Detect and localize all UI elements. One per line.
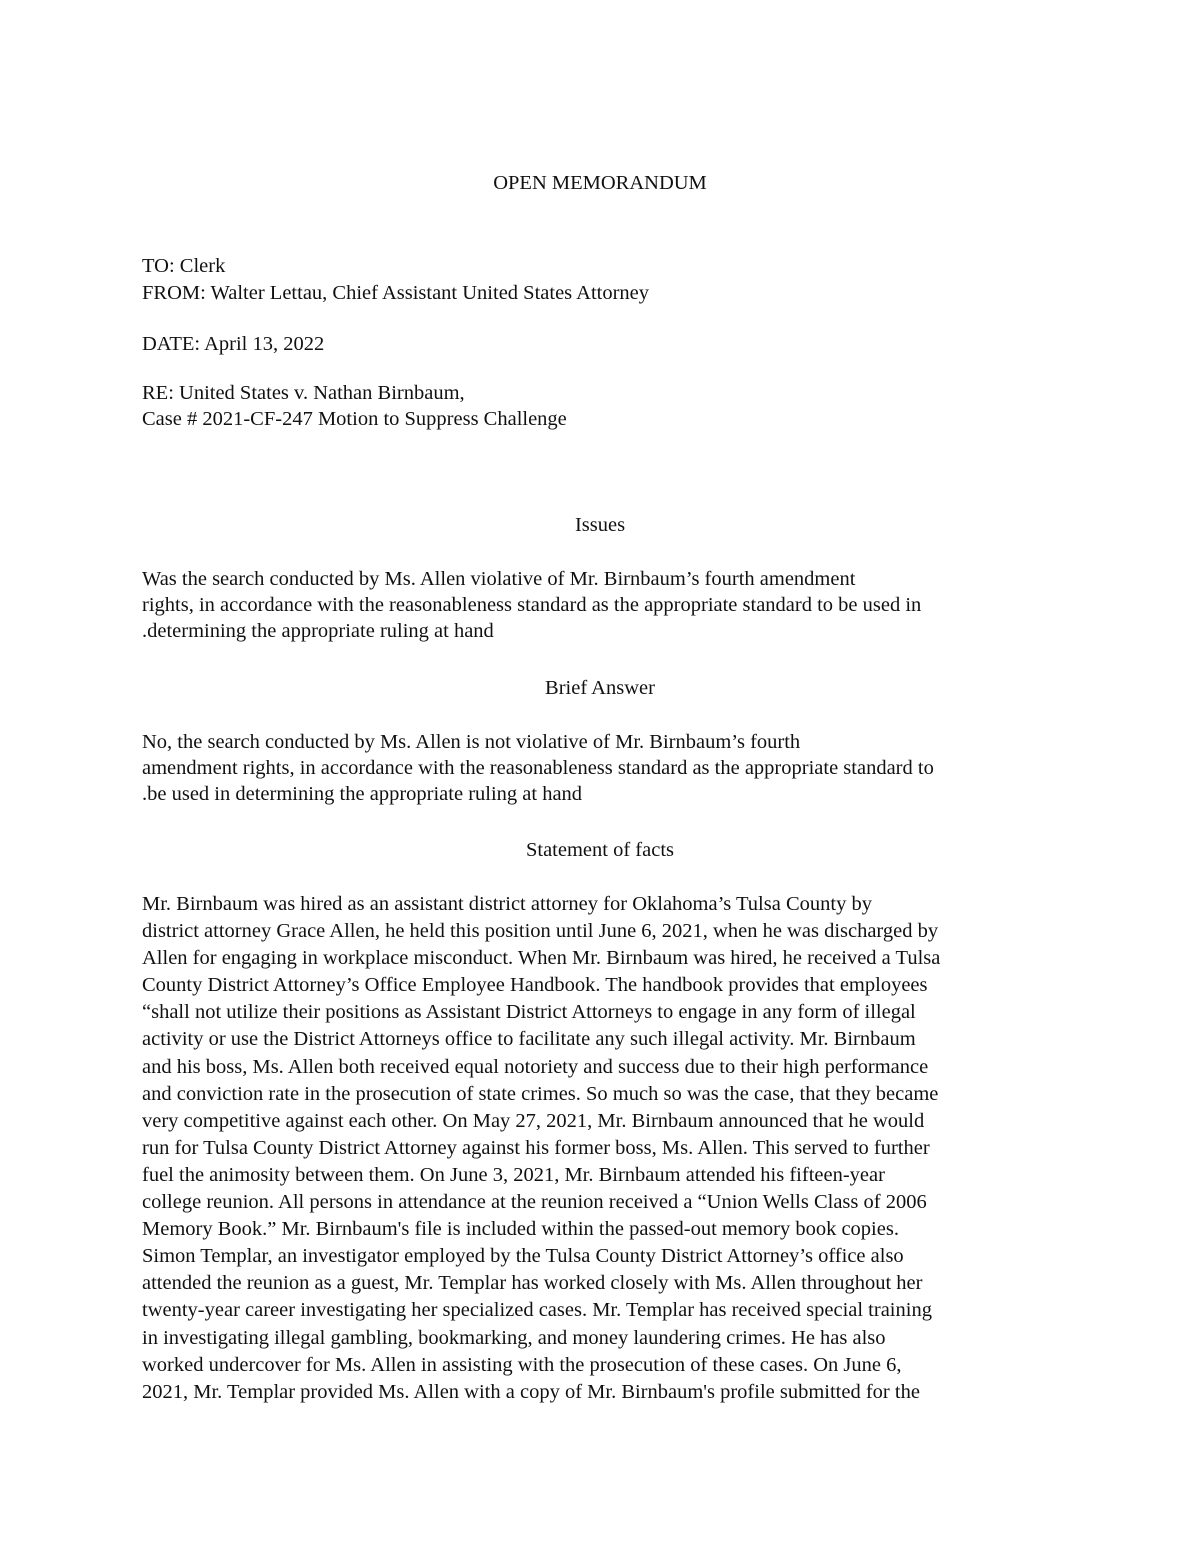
memo-date-line: DATE: April 13, 2022 — [142, 333, 325, 355]
memo-to-line: TO: Clerk — [142, 255, 226, 277]
facts-line: attended the reunion as a guest, Mr. Templar has worked closely with Ms. Allen throughout her — [142, 1272, 923, 1295]
facts-line: very competitive against each other. On May 27, 2021, Mr. Birnbaum announced that he would — [142, 1109, 925, 1132]
facts-line: County District Attorney’s Office Employee Handbook. The handbook provides that employees — [142, 974, 928, 997]
brief-answer-line: No, the search conducted by Ms. Allen is not violative of Mr. Birnbaum’s fourth — [142, 731, 801, 753]
brief-answer-heading: Brief Answer — [545, 677, 655, 699]
facts-line: Allen for engaging in workplace misconduct. When Mr. Birnbaum was hired, he received a Tulsa — [142, 947, 941, 970]
facts-line: district attorney Grace Allen, he held this position until June 6, 2021, when he was discharged by — [142, 920, 939, 943]
facts-line: in investigating illegal gambling, bookmarking, and money laundering crimes. He has also — [142, 1326, 886, 1349]
facts-line: 2021, Mr. Templar provided Ms. Allen with a copy of Mr. Birnbaum's profile submitted for the — [142, 1380, 920, 1403]
memo-re-line: Case # 2021-CF-247 Motion to Suppress Challenge — [142, 408, 567, 430]
facts-line: and conviction rate in the prosecution of state crimes. So much so was the case, that they became — [142, 1082, 939, 1105]
facts-line: Mr. Birnbaum was hired as an assistant district attorney for Oklahoma’s Tulsa County by — [142, 893, 872, 915]
facts-line: “shall not utilize their positions as Assistant District Attorneys to engage in any form of illegal — [142, 1001, 916, 1024]
memo-re-line: RE: United States v. Nathan Birnbaum, — [142, 382, 465, 404]
facts-line: Simon Templar, an investigator employed by the Tulsa County District Attorney’s office also — [142, 1245, 904, 1268]
facts-line: college reunion. All persons in attendance at the reunion received a “Union Wells Class of 2006 — [142, 1191, 927, 1214]
issues-line: rights, in accordance with the reasonableness standard as the appropriate standard to be used in — [142, 594, 922, 616]
issues-paragraph — [142, 566, 921, 644]
memo-title: OPEN MEMORANDUM — [493, 172, 707, 194]
facts-line: run for Tulsa County District Attorney against his former boss, Ms. Allen. This served to further — [142, 1136, 930, 1159]
brief-answer-paragraph — [142, 729, 934, 807]
brief-answer-line: .be used in determining the appropriate ruling at hand — [142, 783, 583, 805]
issues-line: .determining the appropriate ruling at hand — [142, 620, 494, 642]
facts-line: activity or use the District Attorneys office to facilitate any such illegal activity. Mr. Birnbaum — [142, 1028, 916, 1051]
facts-line: and his boss, Ms. Allen both received equal notoriety and success due to their high performance — [142, 1055, 929, 1078]
facts-line: worked undercover for Ms. Allen in assisting with the prosecution of these cases. On June 6, — [142, 1353, 902, 1376]
facts-paragraph — [142, 891, 940, 1406]
facts-line: twenty-year career investigating her specialized cases. Mr. Templar has received special training — [142, 1299, 932, 1322]
issues-heading: Issues — [574, 514, 626, 536]
issues-line: Was the search conducted by Ms. Allen violative of Mr. Birnbaum’s fourth amendment — [142, 568, 856, 590]
memo-from-line: FROM: Walter Lettau, Chief Assistant United States Attorney — [142, 282, 650, 304]
facts-line: Memory Book.” Mr. Birnbaum's file is included within the passed-out memory book copies. — [142, 1218, 899, 1241]
brief-answer-line: amendment rights, in accordance with the reasonableness standard as the appropriate standard to — [142, 757, 934, 779]
facts-heading: Statement of facts — [525, 839, 674, 861]
facts-line: fuel the animosity between them. On June 3, 2021, Mr. Birnbaum attended his fifteen-year — [142, 1163, 885, 1186]
memo-re-block — [142, 380, 567, 432]
